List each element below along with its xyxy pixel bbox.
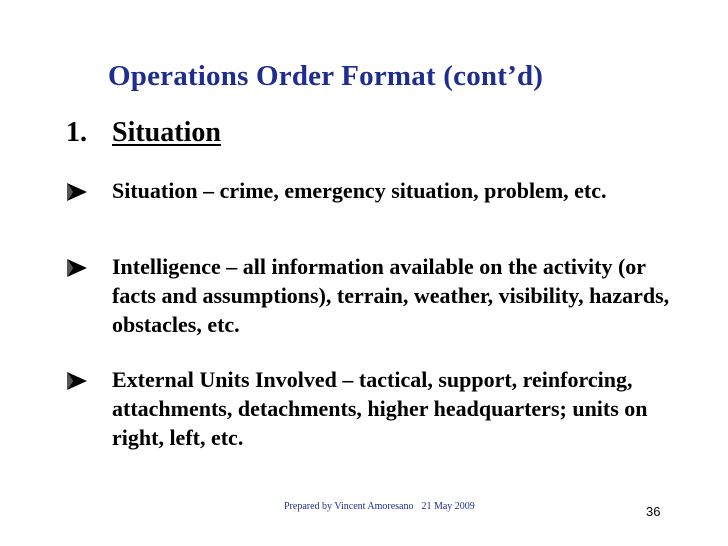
slide-title: Operations Order Format (cont’d)	[108, 60, 544, 92]
section-name: Situation	[112, 117, 221, 148]
bullet-list	[66, 176, 686, 452]
footer-date: 21 May 2009	[421, 501, 475, 512]
bullet-text: Situation – crime, emergency situation, problem, etc.	[112, 178, 607, 203]
section-heading	[66, 116, 221, 150]
page-number: 36	[646, 504, 661, 519]
footer-author: Prepared by Vincent Amoresano	[284, 501, 414, 512]
section-number: 1.	[66, 117, 87, 148]
bullet-item-external-units	[66, 365, 686, 452]
arrow-bullet-icon	[66, 182, 88, 202]
arrow-bullet-icon	[66, 371, 88, 391]
bullet-item-situation	[66, 176, 686, 252]
bullet-text: Intelligence – all information available on the activity (or facts and assumptions), terrain, weather, visibility, hazards, obstacles, etc.	[112, 254, 670, 337]
arrow-bullet-icon	[66, 258, 88, 278]
bullet-text: External Units Involved – tactical, support, reinforcing, attachments, detachments, higher headquarters; units on right, left, etc.	[112, 367, 648, 450]
footer	[284, 501, 475, 512]
bullet-item-intelligence	[66, 252, 686, 365]
